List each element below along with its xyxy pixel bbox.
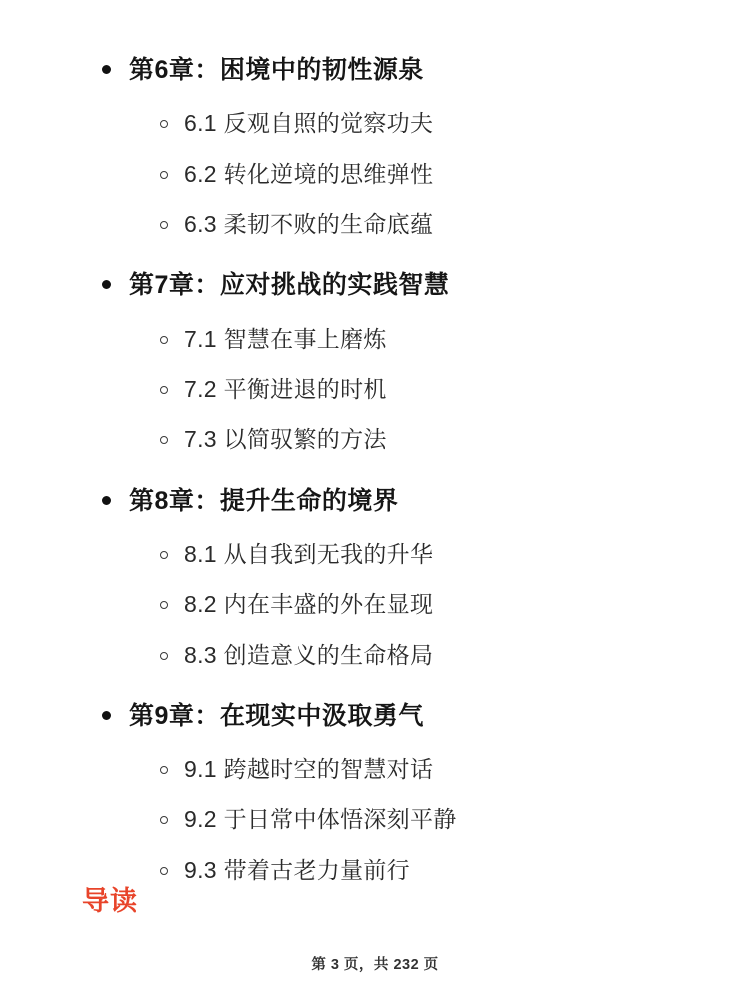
- section-title: 7.1 智慧在事上磨炼: [184, 325, 387, 352]
- chapter-title: 第6章：困境中的韧性源泉: [129, 56, 424, 84]
- list-item[interactable]: [60, 414, 690, 464]
- list-item[interactable]: [60, 199, 690, 249]
- list-item[interactable]: [60, 529, 690, 579]
- bullet-hollow-icon: [160, 336, 168, 344]
- bullet-hollow-icon: [160, 816, 168, 824]
- bullet-solid-icon: [102, 711, 111, 720]
- chapter-title: 第8章：提升生命的境界: [129, 486, 399, 515]
- toc-chapter: [60, 471, 690, 680]
- bullet-solid-icon: [102, 65, 111, 74]
- bullet-hollow-icon: [160, 601, 168, 609]
- bullet-hollow-icon: [160, 120, 168, 128]
- section-title: 6.2 转化逆境的思维弹性: [184, 160, 434, 187]
- list-item[interactable]: [60, 98, 690, 148]
- chapter-title: 第7章：应对挑战的实践智慧: [129, 271, 450, 300]
- section-title: 6.1 反观自照的觉察功夫: [184, 110, 434, 137]
- toc-chapter: [60, 40, 690, 249]
- bullet-hollow-icon: [160, 551, 168, 559]
- section-heading-guide: 导读: [82, 886, 138, 916]
- section-title: 6.3 柔韧不败的生命底蕴: [184, 210, 434, 237]
- bullet-hollow-icon: [160, 652, 168, 660]
- list-item[interactable]: [60, 579, 690, 629]
- table-of-contents: [60, 40, 690, 895]
- chapter-title: 第9章：在现实中汲取勇气: [129, 701, 424, 730]
- bullet-hollow-icon: [160, 436, 168, 444]
- section-title: 9.2 于日常中体悟深刻平静: [184, 806, 457, 833]
- toc-chapter: [60, 686, 690, 895]
- bullet-hollow-icon: [160, 766, 168, 774]
- bullet-solid-icon: [102, 496, 111, 505]
- bullet-hollow-icon: [160, 221, 168, 229]
- toc-chapter: [60, 255, 690, 464]
- section-list: [60, 744, 690, 895]
- list-item[interactable]: [60, 364, 690, 414]
- section-title: 7.3 以简驭繁的方法: [184, 426, 387, 453]
- section-title: 8.2 内在丰盛的外在显现: [184, 591, 434, 618]
- section-title: 7.2 平衡进退的时机: [184, 375, 387, 402]
- section-list: [60, 529, 690, 680]
- list-item[interactable]: [60, 149, 690, 199]
- bullet-hollow-icon: [160, 867, 168, 875]
- section-list: [60, 314, 690, 465]
- section-title: 8.3 创造意义的生命格局: [184, 641, 434, 668]
- section-title: 8.1 从自我到无我的升华: [184, 540, 434, 567]
- list-item[interactable]: [60, 845, 690, 895]
- chapter-row[interactable]: [60, 471, 690, 529]
- list-item[interactable]: [60, 630, 690, 680]
- section-title: 9.1 跨越时空的智慧对话: [184, 756, 434, 783]
- bullet-hollow-icon: [160, 171, 168, 179]
- bullet-hollow-icon: [160, 386, 168, 394]
- list-item[interactable]: [60, 794, 690, 844]
- chapter-row[interactable]: [60, 40, 690, 98]
- section-list: [60, 98, 690, 249]
- list-item[interactable]: [60, 314, 690, 364]
- chapter-row[interactable]: [60, 255, 690, 313]
- section-title: 9.3 带着古老力量前行: [184, 856, 410, 883]
- list-item[interactable]: [60, 744, 690, 794]
- page-footer: 第 3 页，共 232 页: [311, 957, 439, 973]
- bullet-solid-icon: [102, 280, 111, 289]
- chapter-row[interactable]: [60, 686, 690, 744]
